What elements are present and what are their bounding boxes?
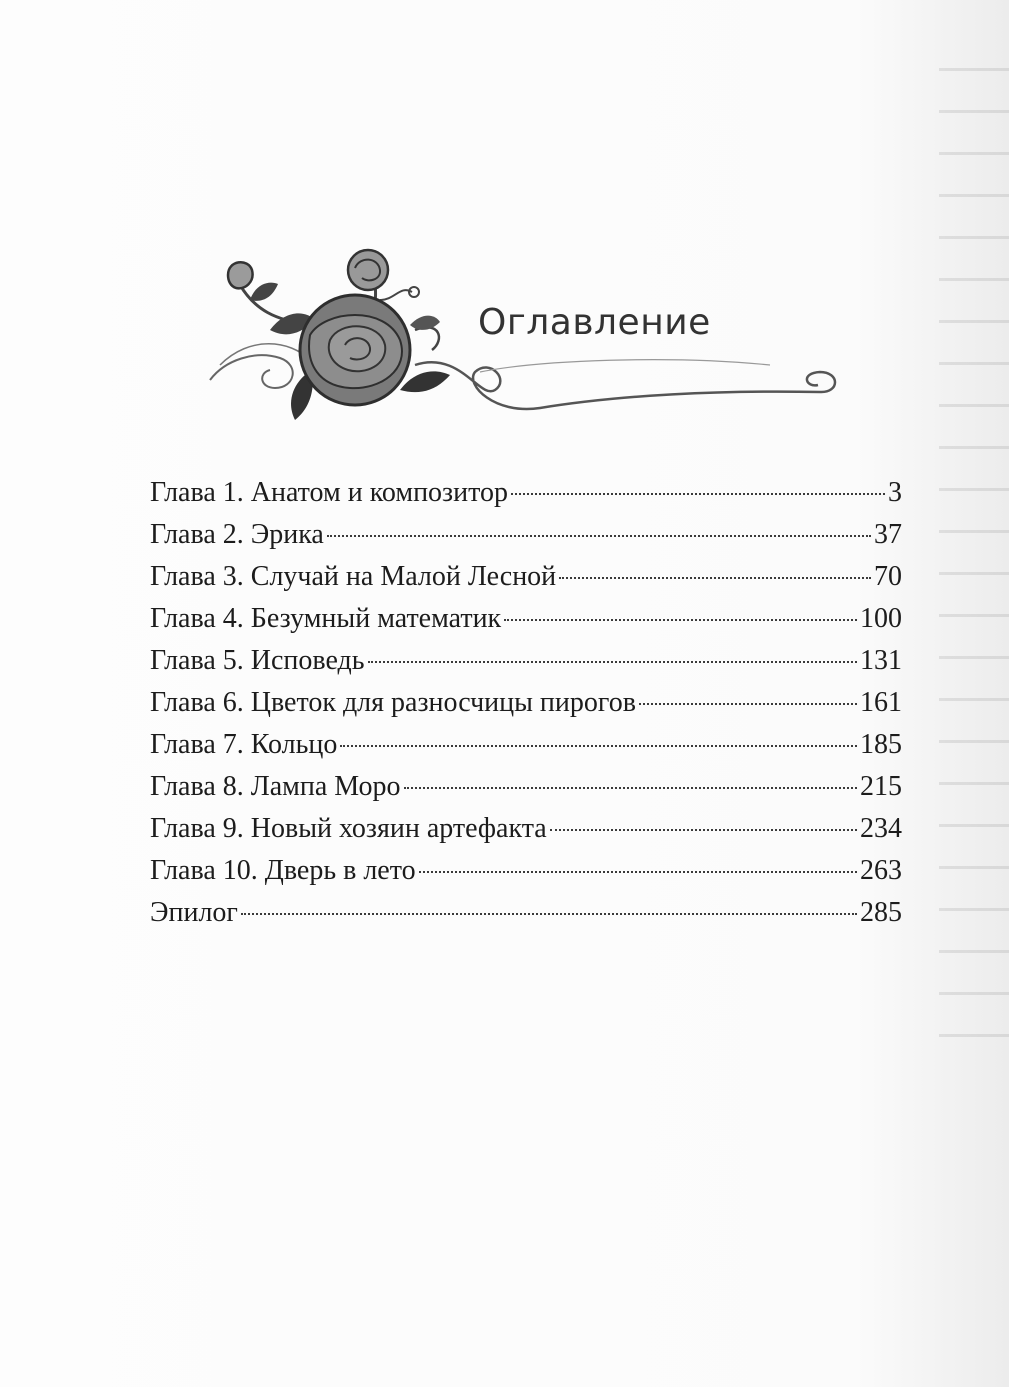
dot-leader [241,913,857,915]
dot-leader [368,661,857,663]
dot-leader [550,829,857,831]
bleed-through-text [939,40,1009,1040]
toc-entry-page: 215 [860,771,902,802]
table-of-contents [150,477,902,939]
toc-entry-title: Глава 4. Безумный математик [150,603,502,634]
toc-entry [150,855,902,897]
toc-entry [150,561,902,603]
toc-entry-title: Глава 5. Исповедь [150,645,365,676]
dot-leader [511,493,885,495]
toc-entry-page: 100 [860,603,902,634]
toc-entry-title: Глава 8. Лампа Моро [150,771,401,802]
toc-entry-page: 3 [888,477,902,508]
toc-entry-title: Глава 2. Эрика [150,519,324,550]
toc-entry [150,477,902,519]
toc-entry-title: Эпилог [150,897,238,928]
toc-entry [150,813,902,855]
dot-leader [419,871,857,873]
toc-entry-page: 70 [874,561,902,592]
toc-entry [150,645,902,687]
dot-leader [504,619,857,621]
toc-entry-page: 131 [860,645,902,676]
dot-leader [327,535,871,537]
toc-header [200,240,840,430]
toc-entry-page: 234 [860,813,902,844]
toc-entry-title: Глава 1. Анатом и композитор [150,477,508,508]
toc-entry-title: Глава 3. Случай на Малой Лесной [150,561,557,592]
dot-leader [340,745,857,747]
toc-entry [150,603,902,645]
toc-entry [150,729,902,771]
toc-entry-title: Глава 10. Дверь в лето [150,855,416,886]
toc-entry-page: 285 [860,897,902,928]
page-title: Оглавление [478,302,711,343]
dot-leader [639,703,857,705]
toc-entry-page: 161 [860,687,902,718]
toc-entry [150,897,902,939]
toc-entry-page: 263 [860,855,902,886]
toc-entry [150,519,902,561]
toc-entry-title: Глава 7. Кольцо [150,729,338,760]
toc-entry-page: 185 [860,729,902,760]
toc-entry [150,687,902,729]
dot-leader [404,787,857,789]
toc-entry [150,771,902,813]
toc-entry-page: 37 [874,519,902,550]
toc-entry-title: Глава 6. Цветок для разносчицы пирогов [150,687,636,718]
toc-entry-title: Глава 9. Новый хозяин артефакта [150,813,547,844]
dot-leader [559,577,871,579]
